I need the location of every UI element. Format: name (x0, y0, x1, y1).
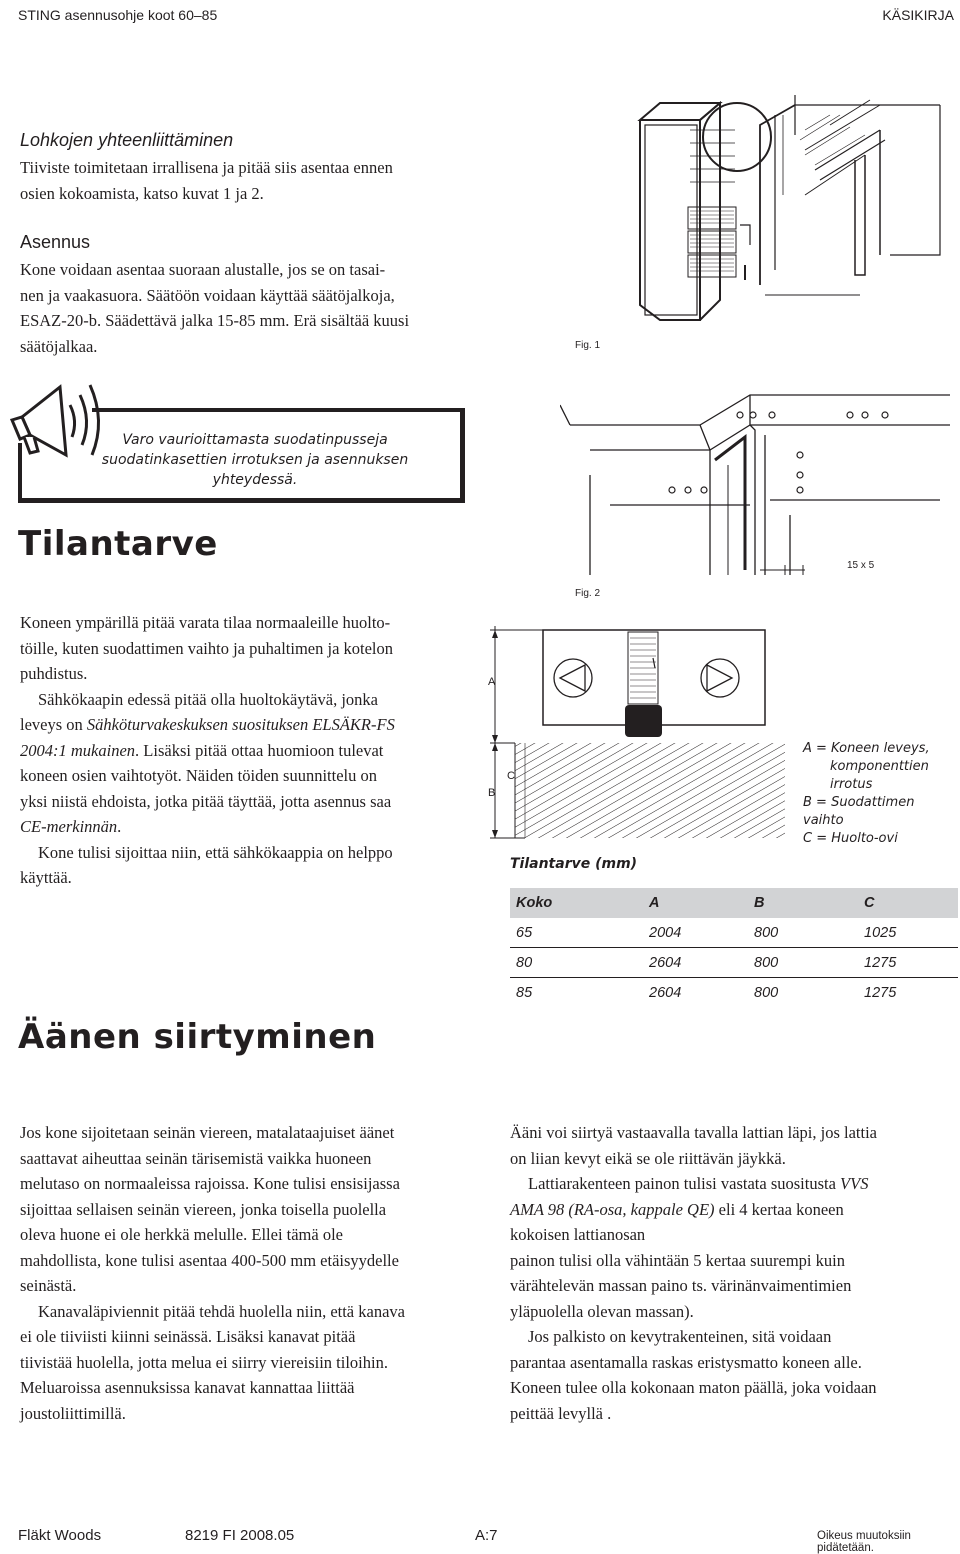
table-cell: 2004 (649, 918, 754, 948)
text-line: säätöjalkaa. (20, 336, 98, 356)
legend-item: B = Suodattimen vaihto (803, 795, 915, 828)
text-line: koneen osien vaihtotyöt. Näiden töiden suunnittelu on (20, 766, 377, 785)
text-span: Lattiarakenteen painon tulisi vastata suositusta (528, 1174, 841, 1193)
text-line: Varo vaurioittamasta suodatinpusseja (122, 432, 388, 448)
aanen-title: Äänen siirtyminen (18, 1017, 377, 1057)
header-doc-title: STING asennusohje koot 60–85 (18, 7, 218, 23)
table-cell: 800 (754, 948, 864, 978)
legend-item: A = Koneen leveys, (803, 741, 930, 756)
section-heading-install: Asennus (20, 232, 91, 252)
text-line (510, 1197, 955, 1223)
diagram-label-a: A (488, 676, 496, 688)
fig2-dimension-label: 15 x 5 (847, 560, 875, 571)
text-line: oleva huone ei ole herkkä melulle. Ellei tämä ole (20, 1225, 343, 1244)
table-header-c: C (864, 888, 958, 918)
text-line: Jos kone sijoitetaan seinän viereen, matalataajuiset äänet (20, 1123, 395, 1142)
fig1-caption: Fig. 1 (575, 340, 601, 351)
section-heading-joining: Lohkojen yhteenliittäminen (20, 130, 234, 150)
table-cell: 85 (516, 984, 533, 1001)
text-line: käyttää. (20, 868, 72, 887)
text-span: eli 4 kertaa koneen (714, 1199, 844, 1219)
text-line: saattavat aiheuttaa seinän tärisemistä vaikka huoneen (20, 1148, 372, 1168)
tilantarve-title: Tilantarve (18, 524, 218, 564)
text-line (20, 814, 480, 840)
diagram-legend (803, 740, 958, 848)
text-line (20, 712, 480, 738)
text-line: yhteydessä. (212, 472, 298, 488)
header-manual-label: KÄSIKIRJA (882, 7, 954, 23)
diagram-label-b: B (488, 787, 496, 799)
fig1-illustration (600, 95, 950, 355)
text-line: kokoisen lattianosan (510, 1225, 646, 1244)
text-line: joustoliittimillä. (20, 1403, 126, 1423)
text-line: värähtelevän massan paino ts. värinänvaimentimien (510, 1276, 852, 1295)
table-row (510, 978, 958, 1008)
text-line: puhdistus. (20, 664, 88, 683)
text-line: parantaa asentamalla raskas eristysmatto koneen alle. (510, 1352, 862, 1372)
footer-note: Oikeus muutoksiin pidätetään. (817, 1530, 911, 1554)
footer-page-number: A:7 (475, 1527, 498, 1544)
reference-text: AMA 98 (RA-osa, kappale QE) (510, 1199, 715, 1219)
table-cell: 1275 (864, 948, 958, 978)
reference-text: 2004:1 mukainen (20, 740, 136, 760)
text-line (510, 1171, 955, 1197)
aanen-right-column (510, 1120, 955, 1426)
text-line: on liian kevyt eikä se ole riittävän jäykkä. (510, 1148, 786, 1168)
legend-item: irrotus (830, 777, 873, 792)
table-header-size: Koko (510, 888, 649, 918)
text-line: peittää levyllä . (510, 1403, 612, 1423)
text-line: Meluaroissa asennuksissa kanavat kannattaa liittää (20, 1378, 355, 1397)
section-body-joining (20, 155, 480, 206)
table-cell: 80 (510, 948, 649, 978)
text-line: Kone tulisi sijoittaa niin, että sähkökaappia on helppo (38, 842, 393, 862)
text-line: Sähkökaapin edessä pitää olla huoltokäytävä, jonka (38, 689, 378, 709)
table-caption: Tilantarve (mm) (510, 856, 638, 872)
text-line: sijoittaa sellaisen seinän viereen, jonka toisella puolella (20, 1199, 387, 1219)
table-cell: 2604 (649, 948, 754, 978)
text-line: Jos palkisto on kevytrakenteinen, sitä voidaan (528, 1327, 832, 1346)
table-cell: 1025 (864, 918, 958, 948)
text-line: Kone voidaan asentaa suoraan alustalle, jos se on tasai- (20, 260, 386, 279)
diagram-label-c: C (507, 770, 515, 782)
text-span: . (117, 817, 122, 836)
fig2-caption: Fig. 2 (575, 588, 601, 599)
text-line: suodatinkasettien irrotuksen ja asennuksen (101, 452, 409, 468)
text-line: Ääni voi siirtyä vastaavalla tavalla lattian läpi, jos lattia (510, 1123, 878, 1142)
legend-item: C = Huolto-ovi (803, 831, 898, 846)
legend-item: komponenttien (830, 759, 929, 774)
table-cell: 2604 (649, 984, 682, 1001)
space-table (510, 888, 958, 1007)
text-line: Koneen tulee olla kokonaan maton päällä, joka voidaan (510, 1378, 877, 1397)
table-cell: 65 (510, 918, 649, 948)
reference-text: VVS (840, 1174, 869, 1193)
table-cell: 1275 (864, 984, 897, 1001)
text-line: mahdollista, kone tulisi asentaa 400-500 mm etäisyydelle (20, 1250, 399, 1270)
table-row (510, 948, 958, 978)
table-row (510, 918, 958, 948)
text-line: ei ole tiiviisti kiinni seinässä. Lisäksi kanavat pitää (20, 1327, 356, 1346)
text-line: tiivistää huolella, jotta melua ei siirry viereisiin tiloihin. (20, 1352, 388, 1372)
text-line: Koneen ympärillä pitää varata tilaa normaaleille huolto- (20, 613, 391, 632)
table-cell: 800 (754, 918, 864, 948)
warning-text (80, 430, 430, 490)
text-line: seinästä. (20, 1276, 77, 1295)
fig2-illustration (560, 375, 955, 585)
text-line: ESAZ-20-b. Säädettävä jalka 15-85 mm. Erä sisältää kuusi (20, 311, 410, 330)
reference-text: CE-merkinnän (20, 817, 118, 836)
text-line: nen ja vaakasuora. Säätöön voidaan käyttää säätöjalkoja, (20, 285, 395, 305)
text-span: leveys on (20, 715, 87, 734)
table-cell: 800 (754, 984, 779, 1001)
section-body-install (20, 257, 490, 359)
footer-brand: Fläkt Woods (18, 1527, 102, 1544)
text-line: Kanavaläpiviennit pitää tehdä huolella niin, että kanava (38, 1301, 405, 1321)
table-header-row (510, 888, 958, 918)
text-line (20, 738, 480, 764)
text-line: Tiiviste toimitetaan irrallisena ja pitää siis asentaa ennen (20, 158, 393, 177)
reference-text: Sähköturvakeskuksen suosituksen ELSÄKR-FS (86, 715, 395, 734)
tilantarve-body (20, 610, 480, 891)
text-line: yläpuolella olevan massan). (510, 1301, 694, 1321)
text-line: painon tulisi olla vähintään 5 kertaa suurempi kuin (510, 1250, 845, 1270)
table-header-b: B (754, 888, 864, 918)
table-header-a: A (649, 888, 754, 918)
text-line: melutaso on normaaleissa rajoissa. Kone tulisi ensisijassa (20, 1174, 400, 1193)
footer-doc-number: 8219 FI 2008.05 (185, 1527, 295, 1544)
text-line: osien kokoamista, katso kuvat 1 ja 2. (20, 183, 264, 203)
text-line: yksi niistä ehdoista, jotka pitää täyttää, jotta asennus saa (20, 791, 392, 811)
text-line: töille, kuten suodattimen vaihto ja puhaltimen ja kotelon (20, 638, 394, 658)
space-diagram (485, 618, 790, 843)
text-span: . Lisäksi pitää ottaa huomioon tulevat (135, 740, 384, 760)
aanen-left-column (20, 1120, 480, 1426)
